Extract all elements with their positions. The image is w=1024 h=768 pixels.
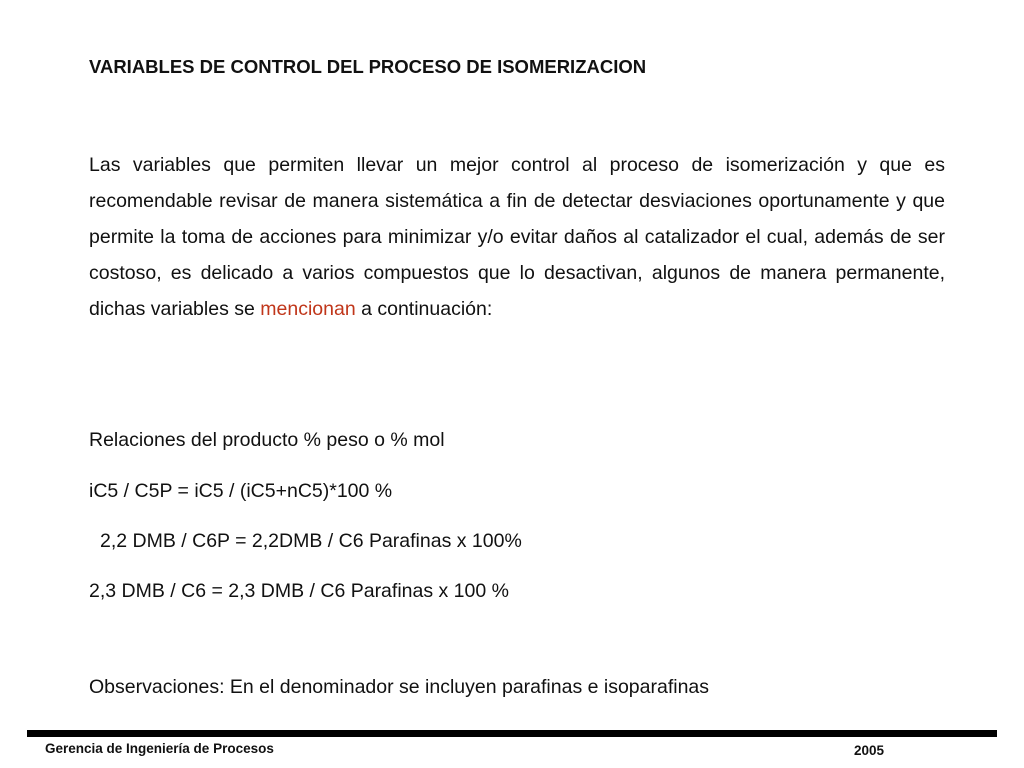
- footer-year: 2005: [854, 743, 885, 758]
- observations-text: Observaciones: En el denominador se incluyen parafinas e isoparafinas: [89, 676, 710, 698]
- paragraph-text-end: a continuación:: [361, 298, 493, 320]
- formula-23dmb: 2,3 DMB / C6 = 2,3 DMB / C6 Parafinas x 100 %: [89, 580, 509, 602]
- paragraph-accent-word: mencionan: [260, 298, 356, 320]
- relations-heading: Relaciones del producto % peso o % mol: [89, 429, 445, 451]
- footer-divider: [27, 730, 997, 737]
- slide-title: VARIABLES DE CONTROL DEL PROCESO DE ISOMERIZACION: [89, 56, 647, 77]
- footer-department: Gerencia de Ingeniería de Procesos: [45, 741, 274, 756]
- formula-22dmb: 2,2 DMB / C6P = 2,2DMB / C6 Parafinas x 100%: [100, 530, 522, 552]
- intro-paragraph: [89, 147, 945, 327]
- formula-ic5: iC5 / C5P = iC5 / (iC5+nC5)*100 %: [89, 480, 393, 502]
- paragraph-text: Las variables que permiten llevar un mejor control al proceso de isomerización y que es recomendable revisar de manera sistemática a fin de detectar desviaciones oportunamente y que permite la toma de acciones para minimizar y/o evitar daños al catalizador el cual, además de ser costoso, es delicado a varios compuestos que lo desactivan, algunos de manera permanente, dichas variables se: [89, 154, 945, 320]
